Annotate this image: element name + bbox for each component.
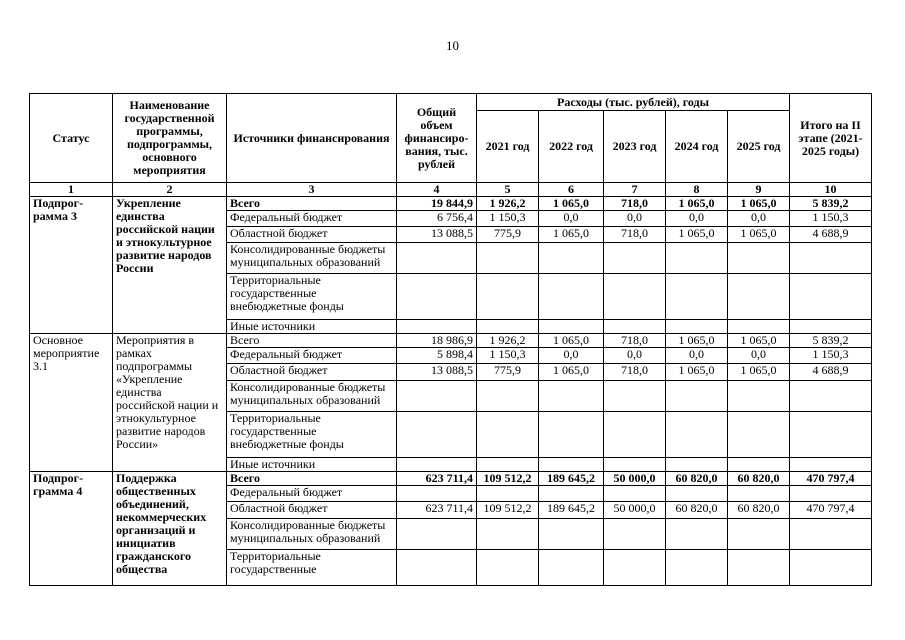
row-source: Всего [227,197,397,211]
cell-y2023: 718,0 [604,334,666,348]
cell-stage [790,519,872,550]
row-status: Подпрог-грамма 4 [30,472,113,586]
cell-total: 13 088,5 [397,227,477,243]
cell-y2023 [604,458,666,472]
cell-y2022: 0,0 [539,211,604,227]
cell-y2022 [539,243,604,274]
cell-y2021: 775,9 [477,364,539,381]
cell-y2023 [604,381,666,412]
cell-y2024: 1 065,0 [666,334,728,348]
cell-y2023: 718,0 [604,227,666,243]
header-status: Статус [30,94,113,183]
column-index: 2 [113,183,227,197]
table-row [30,197,872,211]
row-name: Укрепление единства российской нации и этнокультурное развитие народов России [113,197,227,334]
header-source: Источники финансирования [227,94,397,183]
row-name: Мероприятия в рамках подпрограммы «Укрепление единства российской нации и этнокультурное развитие народов России» [113,334,227,472]
cell-y2024: 1 065,0 [666,197,728,211]
row-source: Федеральный бюджет [227,348,397,364]
cell-y2023 [604,320,666,334]
header-year: 2024 год [666,111,728,183]
cell-y2022 [539,274,604,320]
cell-stage [790,381,872,412]
cell-y2023 [604,519,666,550]
cell-y2021: 1 150,3 [477,348,539,364]
cell-y2024 [666,320,728,334]
cell-stage: 1 150,3 [790,211,872,227]
row-source: Территориальные государственные [227,550,397,586]
cell-y2022: 189 645,2 [539,502,604,519]
cell-total: 5 898,4 [397,348,477,364]
column-index: 6 [539,183,604,197]
header-year: 2022 год [539,111,604,183]
cell-y2025 [728,486,790,502]
cell-y2024 [666,458,728,472]
cell-total: 6 756,4 [397,211,477,227]
row-source: Территориальные государственные внебюджетные фонды [227,412,397,458]
cell-stage [790,458,872,472]
row-status: Основное мероприятие 3.1 [30,334,113,472]
cell-stage [790,243,872,274]
cell-y2025 [728,550,790,586]
row-source: Консолидированные бюджеты муниципальных образований [227,519,397,550]
cell-y2023: 718,0 [604,197,666,211]
cell-y2021: 1 926,2 [477,197,539,211]
header-stage-total: Итого на II этапе (2021-2025 годы) [790,94,872,183]
cell-stage [790,412,872,458]
cell-y2021: 1 150,3 [477,211,539,227]
page-number: 10 [446,38,459,53]
column-index: 3 [227,183,397,197]
cell-y2024 [666,550,728,586]
cell-total [397,519,477,550]
row-source: Областной бюджет [227,227,397,243]
cell-y2025: 60 820,0 [728,472,790,486]
cell-y2021: 109 512,2 [477,472,539,486]
cell-y2024 [666,381,728,412]
cell-y2024: 0,0 [666,348,728,364]
cell-y2024: 60 820,0 [666,502,728,519]
row-name: Поддержка общественных объединений, некоммерческих организаций и инициатив гражданского общества [113,472,227,586]
column-index: 5 [477,183,539,197]
cell-y2021 [477,412,539,458]
cell-total: 13 088,5 [397,364,477,381]
cell-y2024 [666,243,728,274]
cell-y2023 [604,550,666,586]
cell-y2025 [728,274,790,320]
cell-y2021 [477,274,539,320]
cell-y2021 [477,458,539,472]
column-index-row [30,183,872,197]
cell-y2025: 1 065,0 [728,227,790,243]
row-source: Иные источники [227,320,397,334]
column-index: 1 [30,183,113,197]
cell-y2022 [539,320,604,334]
cell-y2021 [477,243,539,274]
column-index: 7 [604,183,666,197]
cell-y2024: 0,0 [666,211,728,227]
table-row [30,334,872,348]
cell-y2025: 1 065,0 [728,364,790,381]
cell-y2021: 109 512,2 [477,502,539,519]
cell-y2025: 1 065,0 [728,334,790,348]
cell-y2023: 50 000,0 [604,472,666,486]
cell-y2023 [604,486,666,502]
cell-y2023: 0,0 [604,348,666,364]
cell-y2025 [728,412,790,458]
cell-y2022: 0,0 [539,348,604,364]
cell-y2024 [666,486,728,502]
cell-y2021 [477,550,539,586]
row-source: Территориальные государственные внебюджетные фонды [227,274,397,320]
column-index: 8 [666,183,728,197]
cell-total: 18 986,9 [397,334,477,348]
cell-y2023 [604,412,666,458]
cell-total [397,274,477,320]
cell-total [397,320,477,334]
cell-y2022 [539,412,604,458]
cell-total: 623 711,4 [397,502,477,519]
cell-y2024 [666,519,728,550]
cell-total: 623 711,4 [397,472,477,486]
cell-stage [790,320,872,334]
cell-total [397,381,477,412]
cell-y2022: 1 065,0 [539,227,604,243]
cell-y2023 [604,274,666,320]
cell-y2022 [539,381,604,412]
cell-y2025 [728,243,790,274]
cell-stage: 5 839,2 [790,197,872,211]
table-body [30,183,872,586]
row-source: Консолидированные бюджеты муниципальных образований [227,381,397,412]
cell-y2023: 718,0 [604,364,666,381]
row-source: Иные источники [227,458,397,472]
cell-stage: 4 688,9 [790,364,872,381]
cell-y2021 [477,320,539,334]
row-source: Консолидированные бюджеты муниципальных образований [227,243,397,274]
row-source: Всего [227,334,397,348]
cell-y2025 [728,320,790,334]
cell-total [397,243,477,274]
cell-stage [790,550,872,586]
column-index: 4 [397,183,477,197]
cell-y2024 [666,274,728,320]
cell-y2022: 189 645,2 [539,472,604,486]
cell-total [397,412,477,458]
cell-y2022: 1 065,0 [539,364,604,381]
table-row [30,472,872,486]
cell-total [397,550,477,586]
header-year: 2025 год [728,111,790,183]
header-name: Наименование государственной программы, подпрограммы, основного мероприятия [113,94,227,183]
cell-y2021: 775,9 [477,227,539,243]
cell-stage: 1 150,3 [790,348,872,364]
cell-y2025: 0,0 [728,211,790,227]
cell-stage [790,274,872,320]
cell-y2025: 1 065,0 [728,197,790,211]
cell-y2025 [728,519,790,550]
cell-y2022 [539,486,604,502]
row-status: Подпрог-рамма 3 [30,197,113,334]
header-year: 2023 год [604,111,666,183]
cell-y2022 [539,519,604,550]
cell-y2025: 60 820,0 [728,502,790,519]
budget-table [29,93,872,586]
cell-total: 19 844,9 [397,197,477,211]
cell-y2022: 1 065,0 [539,197,604,211]
header-year: 2021 год [477,111,539,183]
cell-y2024: 1 065,0 [666,227,728,243]
row-source: Областной бюджет [227,502,397,519]
header-expenses: Расходы (тыс. рублей), годы [477,94,790,111]
row-source: Областной бюджет [227,364,397,381]
cell-y2023: 0,0 [604,211,666,227]
cell-y2022: 1 065,0 [539,334,604,348]
row-source: Всего [227,472,397,486]
cell-y2022 [539,458,604,472]
cell-y2023: 50 000,0 [604,502,666,519]
cell-y2021: 1 926,2 [477,334,539,348]
cell-y2025 [728,381,790,412]
cell-y2025 [728,458,790,472]
cell-total [397,486,477,502]
row-source: Федеральный бюджет [227,486,397,502]
cell-y2021 [477,519,539,550]
cell-y2022 [539,550,604,586]
cell-y2024: 1 065,0 [666,364,728,381]
cell-y2023 [604,243,666,274]
cell-y2024: 60 820,0 [666,472,728,486]
cell-stage: 470 797,4 [790,472,872,486]
cell-stage: 470 797,4 [790,502,872,519]
header-total-volume: Общий объем финансиро-вания, тыс. рублей [397,94,477,183]
cell-stage: 5 839,2 [790,334,872,348]
cell-y2021 [477,486,539,502]
cell-stage: 4 688,9 [790,227,872,243]
row-source: Федеральный бюджет [227,211,397,227]
cell-y2021 [477,381,539,412]
column-index: 10 [790,183,872,197]
cell-stage [790,486,872,502]
column-index: 9 [728,183,790,197]
cell-total [397,458,477,472]
cell-y2024 [666,412,728,458]
cell-y2025: 0,0 [728,348,790,364]
